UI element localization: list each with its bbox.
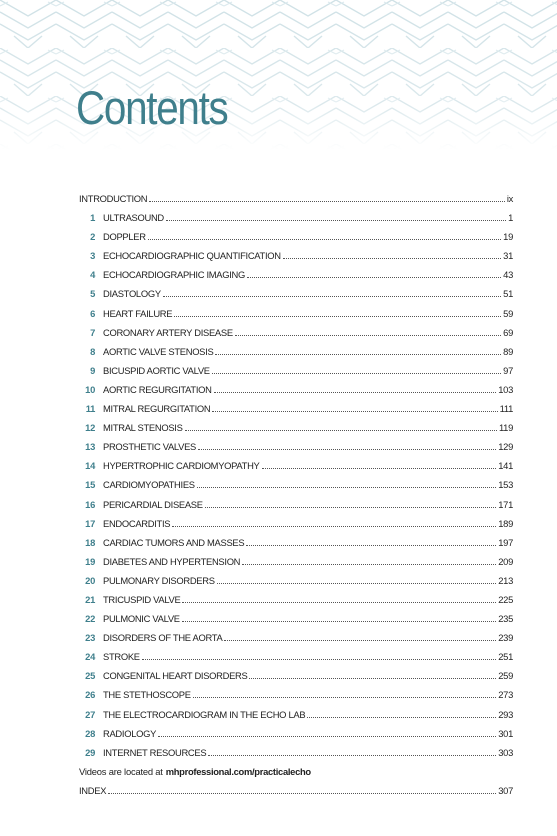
chapter-page: 301 bbox=[498, 727, 513, 739]
toc-row-chapter[interactable] bbox=[79, 651, 513, 670]
toc-row-chapter[interactable] bbox=[79, 613, 513, 632]
chapter-number: 19 bbox=[85, 555, 95, 567]
chapter-number: 23 bbox=[85, 632, 95, 644]
chapter-page: 111 bbox=[499, 403, 513, 415]
dot-leader bbox=[224, 640, 496, 641]
dot-leader bbox=[108, 793, 496, 794]
dot-leader bbox=[166, 220, 506, 221]
dot-leader bbox=[198, 449, 496, 450]
toc-row-introduction[interactable] bbox=[79, 193, 513, 212]
chapter-title: BICUSPID AORTIC VALVE bbox=[103, 364, 210, 376]
chapter-title: HEART FAILURE bbox=[103, 307, 173, 319]
dot-leader bbox=[158, 736, 496, 737]
toc-row-chapter[interactable] bbox=[79, 747, 513, 766]
chapter-title: PROSTHETIC VALVES bbox=[103, 441, 197, 453]
toc-row-index[interactable] bbox=[79, 785, 513, 804]
chapter-title: TRICUSPID VALVE bbox=[103, 593, 181, 605]
chapter-title: AORTIC REGURGITATION bbox=[103, 383, 212, 395]
dot-leader bbox=[214, 392, 497, 393]
dot-leader bbox=[182, 621, 497, 622]
dot-leader bbox=[182, 602, 496, 603]
toc-row-chapter[interactable] bbox=[79, 479, 513, 498]
chapter-number: 25 bbox=[85, 670, 95, 682]
toc-row-chapter[interactable] bbox=[79, 594, 513, 613]
chapter-page: 171 bbox=[498, 498, 513, 510]
videos-link[interactable]: mhprofessional.com/practicalecho bbox=[165, 765, 311, 777]
chapter-page: 129 bbox=[498, 441, 513, 453]
toc-row-chapter[interactable] bbox=[79, 537, 513, 556]
chapter-number: 29 bbox=[85, 746, 95, 758]
chapter-page: 51 bbox=[503, 288, 513, 300]
chapter-number: 16 bbox=[85, 498, 95, 510]
toc-row-chapter[interactable] bbox=[79, 728, 513, 747]
videos-note-text: Videos are located at bbox=[79, 765, 163, 777]
toc-label: INTRODUCTION bbox=[79, 193, 148, 204]
chapter-number: 8 bbox=[90, 345, 95, 357]
dot-leader bbox=[212, 373, 501, 374]
toc-row-chapter[interactable] bbox=[79, 250, 513, 269]
dot-leader bbox=[193, 697, 497, 698]
toc-row-chapter[interactable] bbox=[79, 575, 513, 594]
dot-leader bbox=[185, 430, 497, 431]
chapter-number: 28 bbox=[85, 727, 95, 739]
chapter-title: AORTIC VALVE STENOSIS bbox=[103, 345, 214, 357]
toc-row-chapter[interactable] bbox=[79, 327, 513, 346]
chapter-title: ECHOCARDIOGRAPHIC QUANTIFICATION bbox=[103, 250, 281, 262]
chapter-number: 12 bbox=[85, 422, 95, 434]
chapter-page: 97 bbox=[503, 364, 513, 376]
dot-leader bbox=[247, 277, 501, 278]
chapter-page: 1 bbox=[508, 212, 513, 224]
chapter-page: 119 bbox=[498, 422, 513, 434]
chapter-title: CARDIAC TUMORS AND MASSES bbox=[103, 536, 245, 548]
toc-page: 307 bbox=[498, 784, 513, 796]
chapter-title: MITRAL STENOSIS bbox=[103, 422, 183, 434]
chapter-page: 259 bbox=[498, 670, 513, 682]
chapter-number: 21 bbox=[85, 593, 95, 605]
chapter-title: CARDIOMYOPATHIES bbox=[103, 479, 195, 491]
chapter-title: THE ELECTROCARDIOGRAM IN THE ECHO LAB bbox=[103, 708, 306, 720]
chapter-page: 213 bbox=[498, 574, 513, 586]
chapter-page: 89 bbox=[503, 345, 513, 357]
dot-leader bbox=[283, 258, 501, 259]
chapter-title: HYPERTROPHIC CARDIOMYOPATHY bbox=[103, 460, 260, 472]
chapter-page: 225 bbox=[498, 593, 513, 605]
chapter-page: 153 bbox=[498, 479, 513, 491]
chapter-title: INTERNET RESOURCES bbox=[103, 746, 207, 758]
chapter-title: ENDOCARDITIS bbox=[103, 517, 171, 529]
chapter-title: CONGENITAL HEART DISORDERS bbox=[103, 670, 248, 682]
toc-page: ix bbox=[506, 193, 513, 204]
chapter-title: ECHOCARDIOGRAPHIC IMAGING bbox=[103, 269, 245, 281]
dot-leader bbox=[174, 316, 501, 317]
chapter-page: 293 bbox=[498, 708, 513, 720]
toc-row-chapter[interactable] bbox=[79, 556, 513, 575]
chapter-title: DIASTOLOGY bbox=[103, 288, 161, 300]
chapter-title: DIABETES AND HYPERTENSION bbox=[103, 555, 241, 567]
chapter-number: 20 bbox=[85, 574, 95, 586]
chapter-number: 26 bbox=[85, 689, 95, 701]
chapter-page: 303 bbox=[498, 746, 513, 758]
chapter-number: 14 bbox=[85, 460, 95, 472]
chapter-title: PULMONARY DISORDERS bbox=[103, 574, 215, 586]
toc-row-chapter[interactable] bbox=[79, 288, 513, 307]
dot-leader bbox=[208, 755, 496, 756]
videos-note bbox=[79, 766, 513, 785]
chapter-number: 1 bbox=[90, 212, 95, 224]
toc-row-chapter[interactable] bbox=[79, 670, 513, 689]
toc-row-chapter[interactable] bbox=[79, 441, 513, 460]
chapter-number: 22 bbox=[85, 613, 95, 625]
dot-leader bbox=[235, 335, 501, 336]
chapter-number: 5 bbox=[90, 288, 95, 300]
chapter-page: 239 bbox=[498, 632, 513, 644]
toc-row-chapter[interactable] bbox=[79, 269, 513, 288]
chapter-number: 3 bbox=[90, 250, 95, 262]
chapter-page: 209 bbox=[498, 555, 513, 567]
dot-leader bbox=[262, 468, 497, 469]
chapter-page: 103 bbox=[498, 383, 513, 395]
chapter-number: 10 bbox=[85, 383, 95, 395]
chapter-page: 197 bbox=[498, 536, 513, 548]
chapter-number: 15 bbox=[85, 479, 95, 491]
dot-leader bbox=[163, 296, 501, 297]
chapter-title: THE STETHOSCOPE bbox=[103, 689, 191, 701]
chapter-number: 4 bbox=[90, 269, 95, 281]
dot-leader bbox=[212, 411, 497, 412]
chapter-title: MITRAL REGURGITATION bbox=[103, 403, 211, 415]
dot-leader bbox=[197, 487, 497, 488]
chapter-title: PERICARDIAL DISEASE bbox=[103, 498, 203, 510]
toc-row-chapter[interactable] bbox=[79, 689, 513, 708]
chapter-page: 273 bbox=[498, 689, 513, 701]
dot-leader bbox=[149, 201, 505, 202]
chapter-title: STROKE bbox=[103, 651, 140, 663]
chapter-number: 11 bbox=[85, 403, 95, 415]
chapter-page: 141 bbox=[498, 460, 513, 472]
dot-leader bbox=[148, 239, 501, 240]
dot-leader bbox=[142, 659, 497, 660]
dot-leader bbox=[307, 717, 496, 718]
chapter-number: 2 bbox=[90, 231, 95, 243]
dot-leader bbox=[172, 526, 496, 527]
toc-row-chapter[interactable] bbox=[79, 212, 513, 231]
toc-row-chapter[interactable] bbox=[79, 518, 513, 537]
toc-row-chapter[interactable] bbox=[79, 632, 513, 651]
dot-leader bbox=[205, 507, 497, 508]
chapter-number: 6 bbox=[90, 307, 95, 319]
page-title: Contents bbox=[76, 81, 228, 134]
chapter-page: 235 bbox=[498, 613, 513, 625]
chapter-list bbox=[79, 212, 513, 766]
dot-leader bbox=[249, 678, 496, 679]
toc-row-chapter[interactable] bbox=[79, 308, 513, 327]
toc-row-chapter[interactable] bbox=[79, 460, 513, 479]
chapter-number: 13 bbox=[85, 441, 95, 453]
chapter-title: RADIOLOGY bbox=[103, 727, 157, 739]
toc-row-chapter[interactable] bbox=[79, 384, 513, 403]
chapter-number: 24 bbox=[85, 651, 95, 663]
toc-row-chapter[interactable] bbox=[79, 422, 513, 441]
chapter-number: 9 bbox=[90, 364, 95, 376]
chapter-number: 17 bbox=[85, 517, 95, 529]
table-of-contents bbox=[79, 193, 513, 804]
toc-row-chapter[interactable] bbox=[79, 709, 513, 728]
toc-row-chapter[interactable] bbox=[79, 231, 513, 250]
toc-label: INDEX bbox=[79, 784, 107, 796]
chapter-number: 18 bbox=[85, 536, 95, 548]
chapter-page: 19 bbox=[503, 231, 513, 243]
dot-leader bbox=[242, 564, 496, 565]
toc-row-chapter[interactable] bbox=[79, 499, 513, 518]
chapter-page: 31 bbox=[503, 250, 513, 262]
toc-row-chapter[interactable] bbox=[79, 346, 513, 365]
chapter-title: DOPPLER bbox=[103, 231, 146, 243]
toc-row-chapter[interactable] bbox=[79, 403, 513, 422]
chapter-page: 59 bbox=[503, 307, 513, 319]
toc-row-chapter[interactable] bbox=[79, 365, 513, 384]
dot-leader bbox=[217, 583, 497, 584]
chapter-title: CORONARY ARTERY DISEASE bbox=[103, 326, 233, 338]
chapter-title: DISORDERS OF THE AORTA bbox=[103, 632, 223, 644]
chapter-page: 69 bbox=[503, 326, 513, 338]
chapter-page: 43 bbox=[503, 269, 513, 281]
dot-leader bbox=[215, 354, 501, 355]
chapter-page: 251 bbox=[498, 651, 513, 663]
chapter-number: 7 bbox=[90, 326, 95, 338]
chapter-title: PULMONIC VALVE bbox=[103, 613, 180, 625]
chapter-page: 189 bbox=[498, 517, 513, 529]
chapter-title: ULTRASOUND bbox=[103, 212, 164, 224]
chapter-number: 27 bbox=[85, 708, 95, 720]
dot-leader bbox=[246, 545, 496, 546]
